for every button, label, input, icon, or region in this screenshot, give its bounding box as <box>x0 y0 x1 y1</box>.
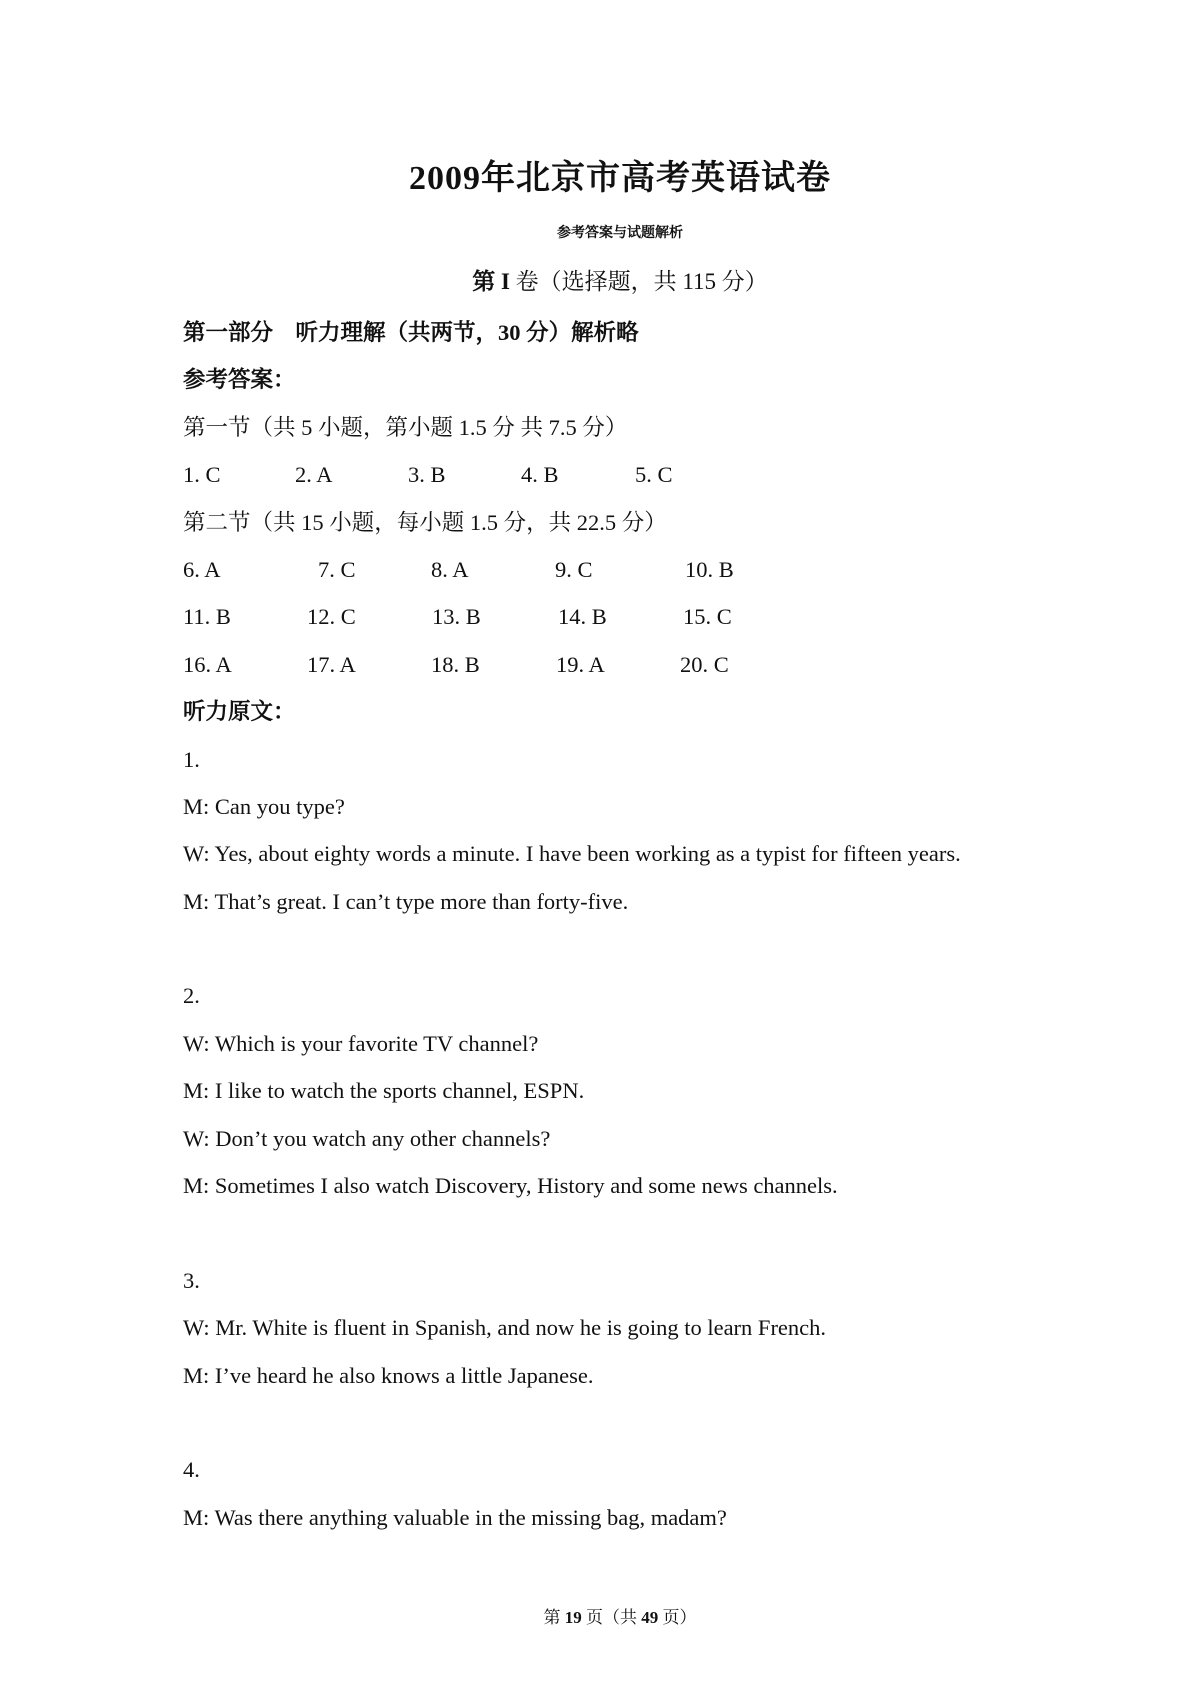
dialogue-line: W: Don’t you watch any other channels? <box>183 1125 551 1151</box>
dialogue-line: M: Can you type? <box>183 793 345 819</box>
content-body <box>183 309 1083 1541</box>
section1-heading: 第一节（共 5 小题，第小题 1.5 分 共 7.5 分） <box>183 414 628 440</box>
dialogue-line: M: Sometimes I also watch Discovery, History and some news channels. <box>183 1173 838 1199</box>
answer-item: 19. A <box>556 651 605 677</box>
answer-item: 14. B <box>558 604 607 630</box>
dialogue-line: M: That’s great. I can’t type more than forty-five. <box>183 888 629 914</box>
spacer <box>183 925 1083 972</box>
volume-roman: I <box>500 269 510 294</box>
answer-item: 16. A <box>183 651 232 677</box>
page-footer <box>0 1603 1200 1628</box>
answer-item: 13. B <box>432 604 481 630</box>
answers-heading: 参考答案： <box>183 367 296 393</box>
answer-item: 7. C <box>318 556 356 582</box>
dialogue-line: M: Was there anything valuable in the missing bag, madam? <box>183 1504 727 1530</box>
section2-answers-row <box>183 641 1083 688</box>
dialogue-line: W: Which is your favorite TV channel? <box>183 1030 539 1056</box>
answer-item: 20. C <box>680 651 729 677</box>
section2-answers-row <box>183 593 1083 640</box>
answer-item: 8. A <box>431 556 469 582</box>
spacer <box>183 1209 1083 1256</box>
volume-heading <box>0 263 1200 296</box>
document-subtitle: 参考答案与试题解析 <box>557 226 683 241</box>
footer-pre: 第 <box>543 1608 565 1627</box>
dialogue-line: M: I like to watch the sports channel, ESPN. <box>183 1078 585 1104</box>
dialogue-number: 3. <box>183 1267 200 1293</box>
answer-item: 10. B <box>685 556 734 582</box>
footer-total-pages: 49 <box>641 1608 659 1627</box>
answer-item: 1. C <box>183 462 221 488</box>
footer-post: 页） <box>658 1608 697 1627</box>
answer-item: 9. C <box>555 556 593 582</box>
answer-item: 12. C <box>307 604 356 630</box>
footer-page-number: 19 <box>564 1608 582 1627</box>
answer-item: 17. A <box>307 651 356 677</box>
transcript-heading: 听力原文： <box>183 699 296 725</box>
spacer <box>183 1399 1083 1446</box>
dialogue-number: 1. <box>183 746 200 772</box>
footer-mid: 页（共 <box>581 1608 642 1627</box>
dialogue-line: M: I’ve heard he also knows a little Japanese. <box>183 1362 594 1388</box>
answer-item: 15. C <box>683 604 732 630</box>
answer-item: 3. B <box>408 462 446 488</box>
document-title: 2009年北京市高考英语试卷 <box>409 160 831 197</box>
section2-heading: 第二节（共 15 小题，每小题 1.5 分，共 22.5 分） <box>183 509 667 535</box>
section1-answers <box>183 451 1083 498</box>
answer-item: 18. B <box>431 651 480 677</box>
volume-prefix: 第 <box>472 269 501 294</box>
dialogue-number: 2. <box>183 983 200 1009</box>
dialogue-number: 4. <box>183 1457 200 1483</box>
dialogue-line: W: Yes, about eighty words a minute. I have been working as a typist for fifteen years. <box>183 841 961 867</box>
answer-item: 2. A <box>295 462 333 488</box>
answer-item: 11. B <box>183 604 231 630</box>
answer-item: 5. C <box>635 462 673 488</box>
answer-item: 4. B <box>521 462 559 488</box>
answer-item: 6. A <box>183 556 221 582</box>
section2-answers-row <box>183 546 1083 593</box>
dialogue-line: W: Mr. White is fluent in Spanish, and now he is going to learn French. <box>183 1315 827 1341</box>
volume-suffix: 卷（选择题，共 115 分） <box>509 269 768 294</box>
part1-heading: 第一部分 听力理解（共两节，30 分）解析略 <box>183 320 639 345</box>
